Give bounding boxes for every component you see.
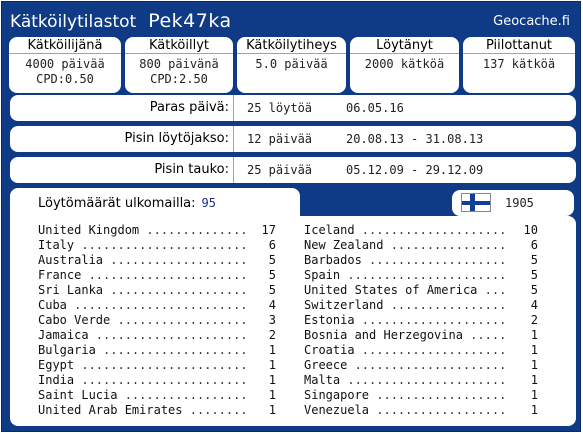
country-column-left [38,223,276,418]
country-row [304,373,538,388]
country-count: 4 [246,298,276,313]
stat-caching-frequency [237,37,346,93]
stat-label: Piilottanut [463,37,575,54]
country-name: New Zealand ..... [304,238,538,252]
stat-label: Kätköillyt [125,37,233,54]
country-name: Barbados ..... [304,253,538,267]
country-name: Croatia ..... [304,343,538,357]
country-name: Egypt ..... [38,358,276,372]
country-count: 1 [508,403,538,418]
abroad-label: Löytömäärät ulkomailla: [38,196,196,211]
country-count: 1 [246,373,276,388]
country-row [304,298,538,313]
country-row [38,268,276,283]
abroad-count: 95 [201,196,216,210]
country-name: United States of America ..... [304,283,538,297]
header-title [10,10,232,32]
country-row [38,253,276,268]
stat-value-secondary: CPD:2.50 [150,72,208,86]
country-count: 1 [246,358,276,373]
stat-value: 4000 päivää [25,57,105,71]
record-longest-streak [10,126,576,152]
stat-caching-active-days [125,37,233,93]
record-date: 06.05.16 [346,101,404,115]
record-label: Paras päivä: [10,95,234,121]
country-count: 5 [508,283,538,298]
country-count: 1 [508,343,538,358]
stat-value-secondary: CPD:0.50 [36,72,94,86]
country-count: 5 [246,268,276,283]
country-row [304,223,538,238]
record-value: 12 päivää [247,132,313,146]
country-row [38,373,276,388]
country-name: Singapore ..... [304,388,538,402]
country-row [38,388,276,403]
stat-caching-days [9,37,121,93]
country-name: Greece ..... [304,358,538,372]
country-name: Bulgaria ..... [38,343,276,357]
country-name: Malta ..... [304,373,538,387]
country-name: United Kingdom ..... [38,223,276,237]
stat-label: Kätköilijänä [9,37,121,54]
record-value: 25 löytöä [247,101,313,115]
country-name: Cabo Verde ..... [38,313,276,327]
country-row [304,328,538,343]
country-count: 5 [246,253,276,268]
country-count: 4 [508,298,538,313]
record-date: 05.12.09 - 29.12.09 [346,163,484,177]
country-count: 3 [246,313,276,328]
country-count: 1 [508,373,538,388]
country-name: Venezuela ..... [304,403,538,417]
stats-card [1,1,581,432]
country-row [304,388,538,403]
country-row [38,328,276,343]
country-row [38,223,276,238]
country-name: Saint Lucia ..... [38,388,276,402]
country-row [304,313,538,328]
country-row [38,298,276,313]
country-row [38,313,276,328]
country-name: France ..... [38,268,276,282]
country-row [304,403,538,418]
country-count: 1 [246,343,276,358]
country-count: 2 [508,313,538,328]
stat-value: 5.0 päivää [255,57,328,71]
country-count: 1 [246,388,276,403]
country-count: 1 [508,388,538,403]
country-count: 10 [508,223,538,238]
country-count: 1 [246,403,276,418]
record-label: Pisin löytöjakso: [10,126,234,152]
stat-value: 800 päivänä [139,57,219,71]
country-count: 17 [246,223,276,238]
country-row [38,358,276,373]
country-list-panel [10,216,576,426]
country-row [38,238,276,253]
stat-hidden [463,37,575,93]
country-count: 1 [508,328,538,343]
country-count: 5 [508,253,538,268]
country-name: Switzerland ..... [304,298,538,312]
home-count: 1905 [505,196,534,210]
country-name: Cuba ..... [38,298,276,312]
stat-found [350,37,459,93]
country-row [304,238,538,253]
country-row [304,253,538,268]
abroad-finds-header [10,188,300,218]
country-row [304,268,538,283]
country-name: Jamaica ..... [38,328,276,342]
stat-value: 137 kätköä [482,57,556,71]
record-value: 25 päivää [247,163,313,177]
country-row [304,283,538,298]
username: Pek47ka [148,10,232,32]
country-name: Bosnia and Herzegovina ..... [304,328,538,342]
country-name: Australia ..... [38,253,276,267]
stat-label: Kätköilytiheys [237,37,346,54]
country-count: 5 [246,283,276,298]
record-label: Pisin tauko: [10,157,234,183]
site-link[interactable]: Geocache.fi [493,14,570,29]
country-name: India ..... [38,373,276,387]
country-name: Estonia ..... [304,313,538,327]
country-column-right [304,223,538,418]
country-row [38,403,276,418]
country-name: United Arab Emirates ..... [38,403,276,417]
country-row [38,283,276,298]
page-title: Kätköilytilastot [10,12,137,32]
home-country-finds [452,190,574,216]
stat-label: Löytänyt [350,37,459,54]
country-count: 1 [508,358,538,373]
country-name: Sri Lanka ..... [38,283,276,297]
country-count: 6 [246,238,276,253]
record-best-day [10,95,576,121]
country-row [38,343,276,358]
country-name: Spain ..... [304,268,538,282]
stat-value: 2000 kätköä [364,57,445,71]
country-count: 2 [246,328,276,343]
country-row [304,358,538,373]
record-date: 20.08.13 - 31.08.13 [346,132,484,146]
record-longest-break [10,157,576,183]
country-count: 5 [508,268,538,283]
country-name: Italy ..... [38,238,276,252]
country-count: 6 [508,238,538,253]
finland-flag-icon [461,193,491,212]
country-name: Iceland ..... [304,223,538,237]
country-row [304,343,538,358]
